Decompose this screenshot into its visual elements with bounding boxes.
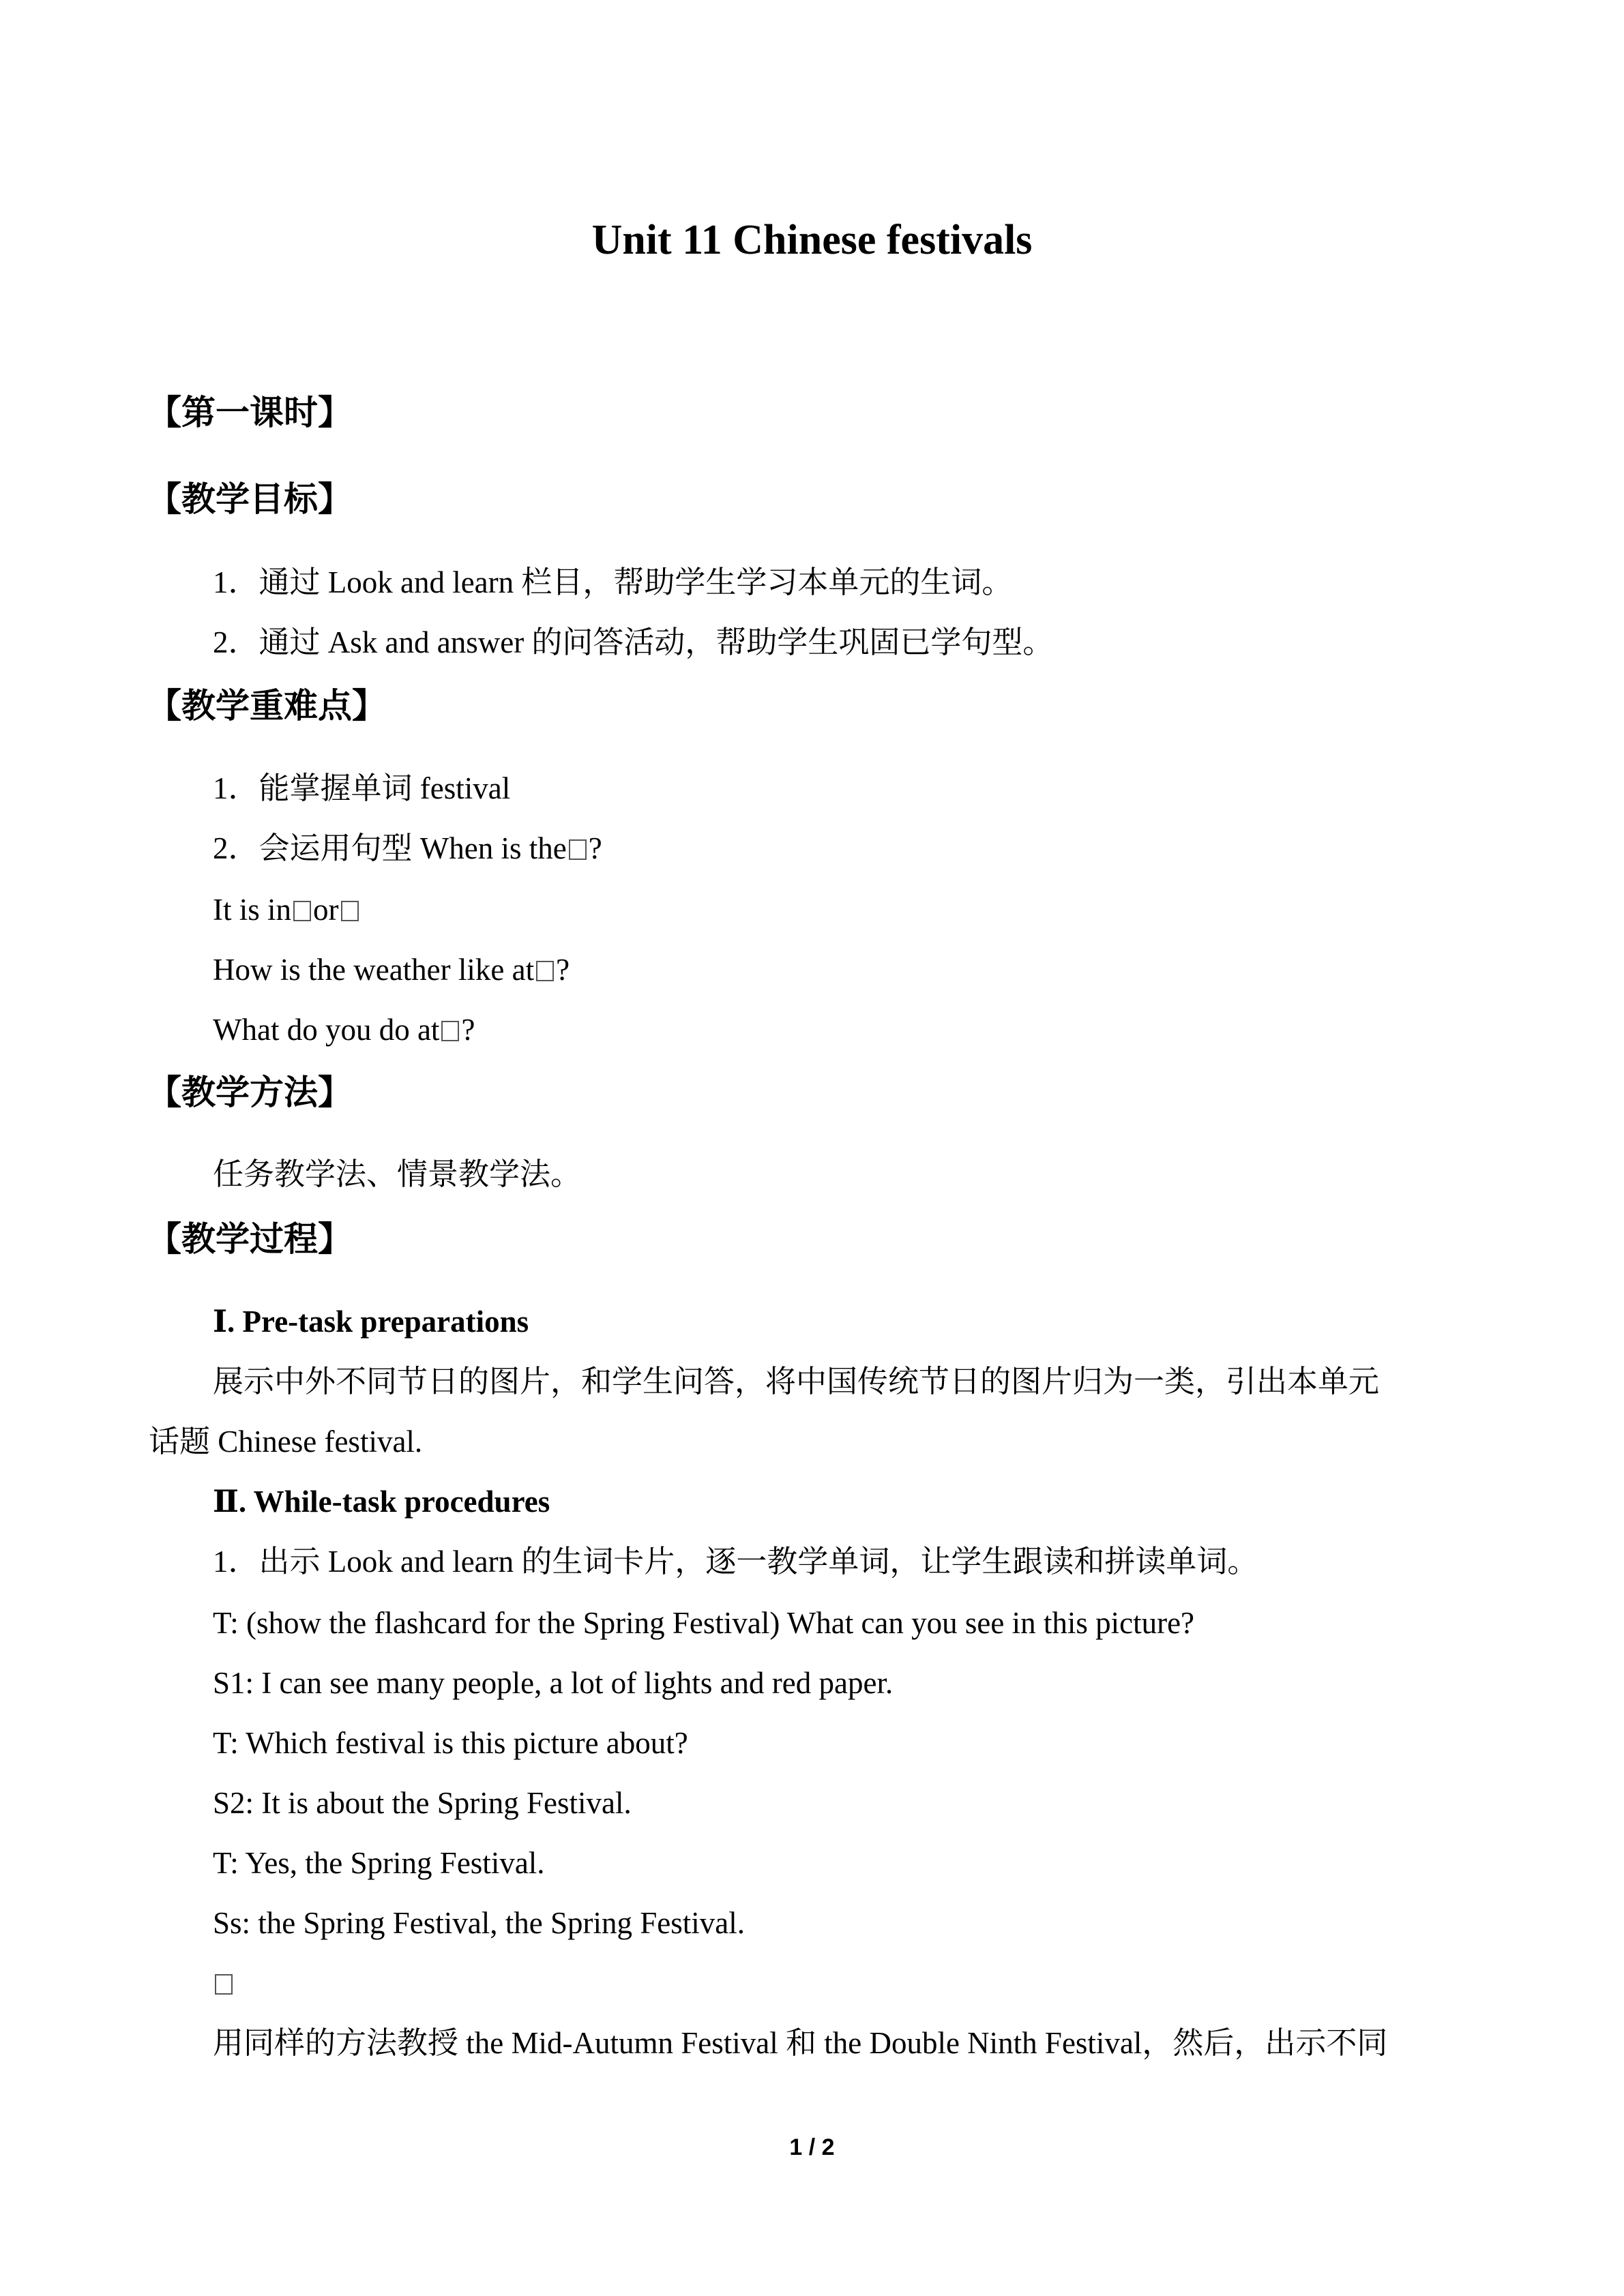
pre-task-text-line-1: 展示中外不同节日的图片，和学生问答，将中国传统节日的图片归为一类，引出本单元 [213,1365,1380,1399]
pattern-3-text: It is in [213,893,292,927]
pre-task-text-line-2: 话题 Chinese festival. [149,1425,423,1459]
pattern-4-end: ? [556,953,570,987]
dialogue-line: T: Yes, the Spring Festival. [213,1846,545,1880]
missing-glyph-line [213,1963,235,2003]
pattern-5-text: What do you do at [213,1013,440,1047]
key-point-pattern-line-5 [213,1009,475,1050]
key-point-item-2-end: ? [588,831,602,865]
objective-item-1: 1．通过 Look and learn 栏目，帮助学生学习本单元的生词。 [213,565,1013,599]
dialogue-line: T: (show the flashcard for the Spring Festival) What can you see in this picture? [213,1606,1195,1640]
key-point-pattern-line-3 [213,889,361,930]
missing-glyph-box [341,901,359,921]
key-point-item-2-text: 2．会运用句型 When is the [213,831,567,865]
missing-glyph-box [569,839,587,860]
dialogue-line: Ss: the Spring Festival, the Spring Festival. [213,1906,745,1940]
missing-glyph-box [215,1974,233,1995]
missing-glyph-box [441,1021,459,1041]
key-point-item-1: 1．能掌握单词 festival [213,771,511,805]
missing-glyph-box [293,901,311,921]
pattern-3-mid: or [313,893,339,927]
pre-task-heading: Ⅰ. Pre-task preparations [213,1304,529,1339]
section-heading-key-points: 【教学重难点】 [147,686,386,726]
section-heading-methods: 【教学方法】 [147,1073,352,1112]
process-last-line: 用同样的方法教授 the Mid-Autumn Festival 和 the Double Ninth Festival，然后，出示不同 [213,2026,1388,2060]
dialogue-line: T: Which festival is this picture about? [213,1726,688,1760]
while-task-step-1: 1．出示 Look and learn 的生词卡片，逐一教学单词，让学生跟读和拼读单词。 [213,1545,1258,1579]
dialogue-line: S2: It is about the Spring Festival. [213,1786,632,1820]
section-heading-objectives: 【教学目标】 [147,479,352,519]
page-number: 1 / 2 [789,2134,835,2160]
key-point-item-2 [213,828,602,869]
pattern-4-text: How is the weather like at [213,953,535,987]
pattern-5-end: ? [461,1013,475,1047]
while-task-heading: Ⅱ. While-task procedures [213,1485,550,1519]
objective-item-2: 2．通过 Ask and answer 的问答活动，帮助学生巩固已学句型。 [213,625,1054,659]
section-heading-process: 【教学过程】 [147,1219,352,1259]
key-point-pattern-line-4 [213,949,570,990]
dialogue-line: S1: I can see many people, a lot of lights and red paper. [213,1666,894,1700]
missing-glyph-box [536,961,554,981]
section-heading-lesson: 【第一课时】 [147,393,352,432]
document-title: Unit 11 Chinese festivals [591,217,1033,263]
methods-text: 任务教学法、情景教学法。 [213,1157,582,1191]
